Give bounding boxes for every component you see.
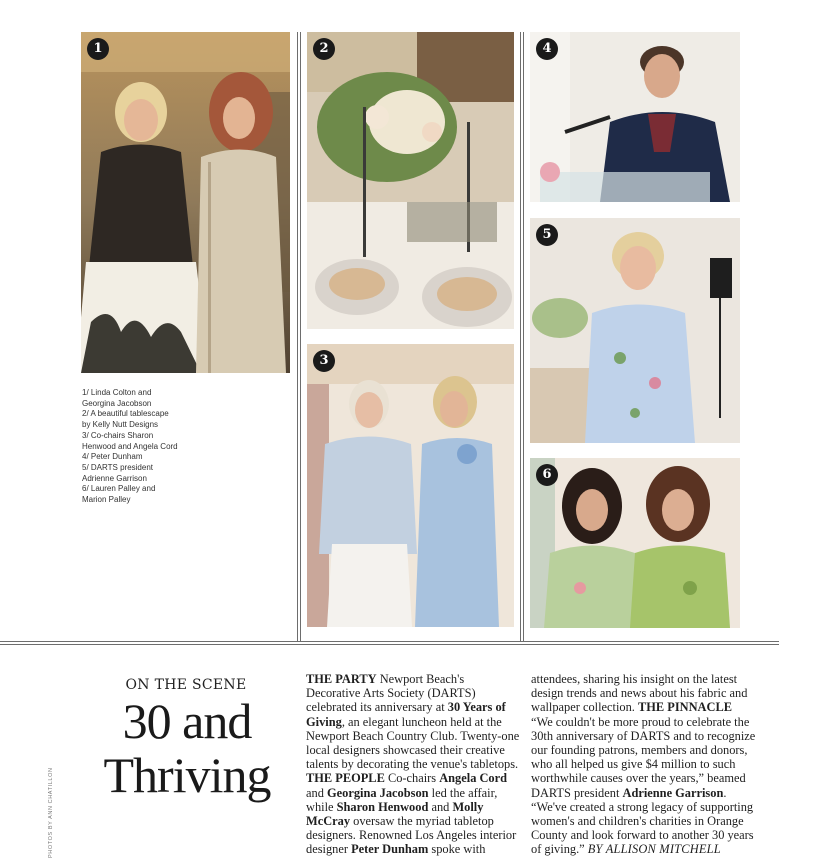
photo-number-badge: 2	[313, 38, 335, 60]
headline-line: Thriving	[103, 747, 271, 803]
photo-captions	[82, 388, 282, 506]
body-text-line	[531, 828, 755, 842]
headline-line: 30 and	[122, 693, 252, 749]
body-text-line	[306, 686, 519, 700]
bold-run: 30 Years of	[447, 700, 506, 715]
text-run: attendees, sharing his insight on the latest	[531, 672, 738, 686]
photo-credit: PHOTOS BY ANN CHATILLON	[48, 767, 54, 858]
photo-number-badge: 3	[313, 350, 335, 372]
text-run: local designers showcased their creative	[306, 743, 505, 758]
body-column-1	[306, 672, 519, 857]
text-run: .	[723, 785, 727, 800]
text-run: Co-chairs	[384, 771, 440, 786]
text-run: and	[428, 799, 453, 814]
text-run: designer	[306, 842, 352, 857]
bold-run: THE PINNACLE	[638, 700, 732, 715]
column-divider	[520, 32, 521, 641]
caption-line: 5/ DARTS president	[82, 462, 153, 472]
caption-line: 4/ Peter Dunham	[82, 452, 143, 462]
body-text-line	[531, 686, 755, 700]
photo-1-image	[81, 32, 290, 373]
bold-run: THE PARTY	[306, 672, 377, 686]
caption-line: Marion Palley	[82, 495, 131, 505]
text-run: worthwhile causes over the years,” beamed	[531, 771, 746, 786]
text-run: design trends and news about his fabric and	[531, 686, 748, 701]
body-text-line	[531, 800, 755, 814]
body-text-line	[531, 842, 755, 856]
body-text-line	[531, 814, 755, 828]
photo-4	[530, 32, 740, 202]
body-text-line	[306, 786, 519, 800]
body-text-line	[306, 700, 519, 714]
photo-number-badge: 4	[536, 38, 558, 60]
caption-line: by Kelly Nutt Designs	[82, 420, 159, 430]
caption-line: 1/ Linda Colton and	[82, 388, 152, 397]
bold-run: Georgina Jacobson	[327, 785, 429, 800]
bold-run: Molly	[452, 799, 484, 814]
column-divider	[300, 32, 301, 641]
text-run: and	[306, 785, 327, 800]
body-text-line	[306, 814, 519, 828]
photo-6-image	[530, 458, 740, 628]
caption-line: 6/ Lauren Palley and	[82, 484, 156, 494]
body-text-line	[531, 729, 755, 743]
column-divider	[297, 32, 298, 641]
body-text-line	[306, 842, 519, 856]
photo-2-image	[307, 32, 514, 329]
text-run: “We've created a strong legacy of supporting	[531, 799, 754, 814]
body-text-line	[531, 786, 755, 800]
text-run: celebrated its anniversary at	[306, 700, 448, 715]
text-run: DARTS president	[531, 785, 623, 800]
bold-run: Giving	[306, 714, 342, 729]
body-text-line	[306, 757, 519, 771]
text-run: of giving.”	[531, 842, 588, 857]
photo-number-badge: 1	[87, 38, 109, 60]
photo-3-image	[307, 344, 514, 627]
body-text-line	[306, 743, 519, 757]
byline: BY ALLISON MITCHELL	[587, 842, 721, 857]
bold-run: Peter Dunham	[351, 842, 429, 857]
text-run: Decorative Arts Society (DARTS)	[306, 686, 476, 701]
body-text-line	[531, 672, 755, 686]
bold-run: Adrienne Garrison	[622, 785, 724, 800]
photo-5	[530, 218, 740, 443]
text-run: “We couldn't be more proud to celebrate the	[531, 714, 750, 729]
body-text-line	[306, 771, 519, 785]
text-run: spoke with	[428, 842, 486, 857]
section-divider	[0, 641, 779, 642]
caption-line: 3/ Co-chairs Sharon	[82, 430, 154, 440]
column-divider	[523, 32, 524, 641]
bold-run: Sharon Henwood	[336, 799, 429, 814]
body-text-line	[531, 757, 755, 771]
text-run: wallpaper collection.	[531, 700, 638, 715]
caption-line: Adrienne Garrison	[82, 473, 147, 483]
text-run: talents by decorating the venue's tabletops.	[306, 757, 519, 772]
text-run: women's and children's charities in Orange	[531, 814, 744, 829]
caption-line: Henwood and Angela Cord	[82, 441, 178, 451]
article-headline	[98, 694, 276, 802]
text-run: 30th anniversary of DARTS and to recognize	[531, 728, 756, 743]
bold-run: McCray	[306, 814, 351, 829]
photo-4-image	[530, 32, 740, 202]
body-text-line	[531, 743, 755, 757]
photo-1	[81, 32, 290, 373]
photo-5-image	[530, 218, 740, 443]
text-run: while	[306, 799, 337, 814]
body-column-2	[531, 672, 755, 857]
bold-run: THE PEOPLE	[306, 771, 385, 786]
text-run: who all helped us give $4 million to such	[531, 757, 736, 772]
body-text-line	[531, 700, 755, 714]
body-text-line	[306, 715, 519, 729]
body-text-line	[531, 771, 755, 785]
text-run: Newport Beach's	[376, 672, 465, 686]
photo-6	[530, 458, 740, 628]
text-run: County and look forward to another 30 years	[531, 828, 754, 843]
text-run: our founding patrons, members and donors,	[531, 743, 748, 758]
photo-3	[307, 344, 514, 627]
text-run: , an elegant luncheon held at the	[341, 714, 502, 729]
text-run: designers. Renowned Los Angeles interior	[306, 828, 517, 843]
body-text-line	[306, 800, 519, 814]
text-run: led the affair,	[428, 785, 498, 800]
bold-run: Angela Cord	[439, 771, 508, 786]
caption-line: Georgina Jacobson	[82, 398, 152, 408]
text-run: oversaw the myriad tabletop	[350, 814, 494, 829]
section-kicker: ON THE SCENE	[125, 677, 247, 693]
caption-line: 2/ A beautiful tablescape	[82, 409, 169, 419]
body-text-line	[306, 729, 519, 743]
body-text-line	[306, 672, 519, 686]
photo-2	[307, 32, 514, 329]
photo-number-badge: 6	[536, 464, 558, 486]
photo-number-badge: 5	[536, 224, 558, 246]
body-text-line	[531, 715, 755, 729]
text-run: Newport Beach Country Club. Twenty-one	[306, 728, 520, 743]
section-divider	[0, 644, 779, 645]
body-text-line	[306, 828, 519, 842]
